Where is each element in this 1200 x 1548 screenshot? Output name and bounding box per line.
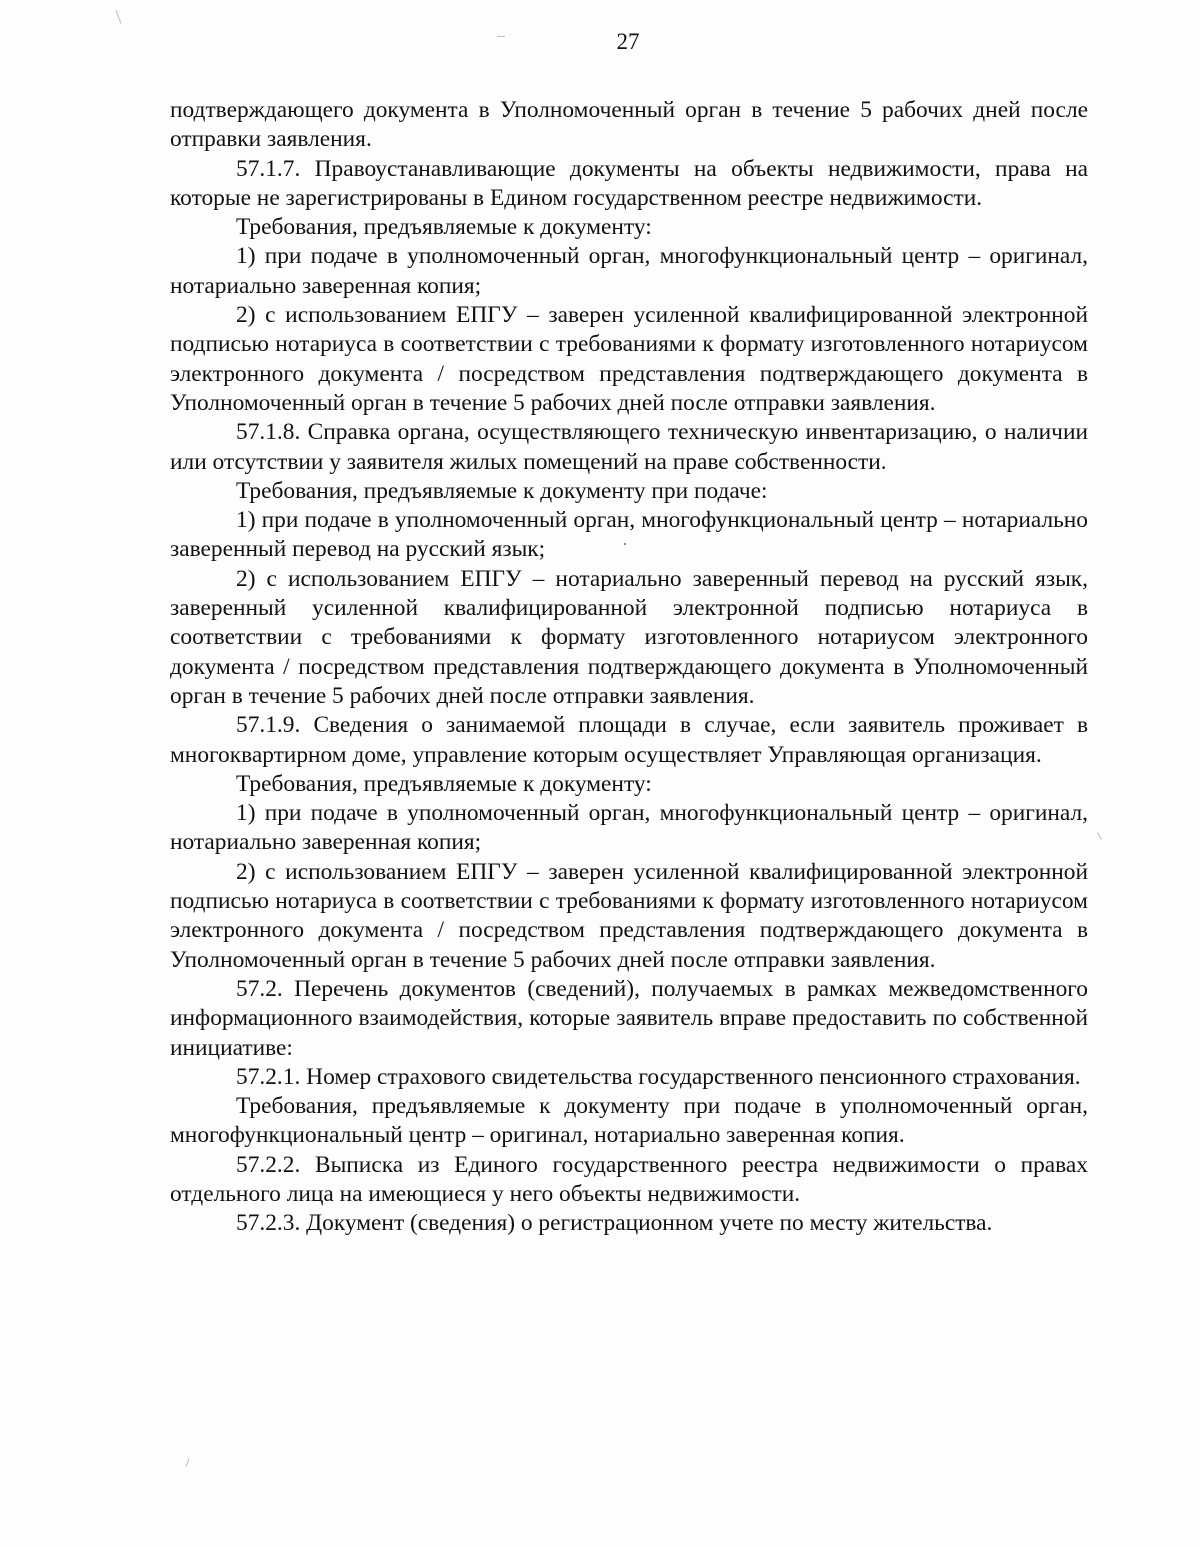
paragraph: подтверждающего документа в Уполномоченный орган в течение 5 рабочих дней после отправки заявления. (170, 97, 1088, 153)
paragraph: 2) с использованием ЕПГУ – заверен усиленной квалифицированной электронной подписью нотариуса в соответствии с требованиями к формату изготовленного нотариусом электронного документа / посредством представления подтверждающего документа в Уполномоченный орган в течение 5 рабочих дней после отправки заявления. (170, 302, 1088, 416)
paragraph: 2) с использованием ЕПГУ – заверен усиленной квалифицированной электронной подписью нотариуса в соответствии с требованиями к формату изготовленного нотариусом электронного документа / посредством представления подтверждающего документа в Уполномоченный орган в течение 5 рабочих дней после отправки заявления. (170, 858, 1088, 973)
scan-speck (116, 10, 122, 23)
paragraph: 57.2.3. Документ (сведения) о регистрационном учете по месту жительства. (236, 1210, 993, 1237)
scan-speck (1097, 832, 1102, 839)
scan-speck (185, 1458, 189, 1467)
paragraph: 57.2. Перечень документов (сведений), получаемых в рамках межведомственного информационного взаимодействия, которые заявитель вправе предоставить по собственной инициативе: (170, 975, 1088, 1061)
paragraph: 57.1.9. Сведения о занимаемой площади в случае, если заявитель проживает в многоквартирном доме, управление которым осуществляет Управляющая организация. (170, 712, 1088, 768)
paragraph: 2) с использованием ЕПГУ – нотариально заверенный перевод на русский язык, заверенный усиленной квалифицированной электронной подписью нотариуса в соответствии с требованиями к формату изготовленного нотариусом электронного документа / посредством представления подтверждающего документа в Уполномоченный орган в течение 5 рабочих дней после отправки заявления. (170, 565, 1088, 709)
paragraph: Требования, предъявляемые к документу: (236, 770, 652, 797)
paragraph: 1) при подаче в уполномоченный орган, многофункциональный центр – оригинал, нотариально заверенная копия; (170, 800, 1088, 856)
paragraph: 57.2.2. Выписка из Единого государственного реестра недвижимости о правах отдельного лица на имеющиеся у него объекты недвижимости. (170, 1151, 1088, 1207)
paragraph: 57.1.8. Справка органа, осуществляющего техническую инвентаризацию, о наличии или отсутствии у заявителя жилых помещений на праве собственности. (170, 419, 1088, 475)
paragraph: 57.2.1. Номер страхового свидетельства государственного пенсионного страхования. (236, 1063, 1081, 1090)
paragraph: Требования, предъявляемые к документу: (236, 214, 652, 241)
paragraph: 1) при подаче в уполномоченный орган, многофункциональный центр – нотариально заверенный перевод на русский язык; (170, 507, 1088, 563)
paragraph: 1) при подаче в уполномоченный орган, многофункциональный центр – оригинал, нотариально заверенная копия; (170, 243, 1088, 299)
paragraph: Требования, предъявляемые к документу при подаче в уполномоченный орган, многофункциональный центр – оригинал, нотариально заверенная копия. (170, 1093, 1088, 1149)
document-body (170, 96, 1088, 1239)
paragraph: Требования, предъявляемые к документу при подаче: (236, 477, 768, 504)
page-number: 27 (616, 29, 640, 54)
paragraph: 57.1.7. Правоустанавливающие документы на объекты недвижимости, права на которые не зарегистрированы в Едином государственном реестре недвижимости. (170, 155, 1088, 211)
